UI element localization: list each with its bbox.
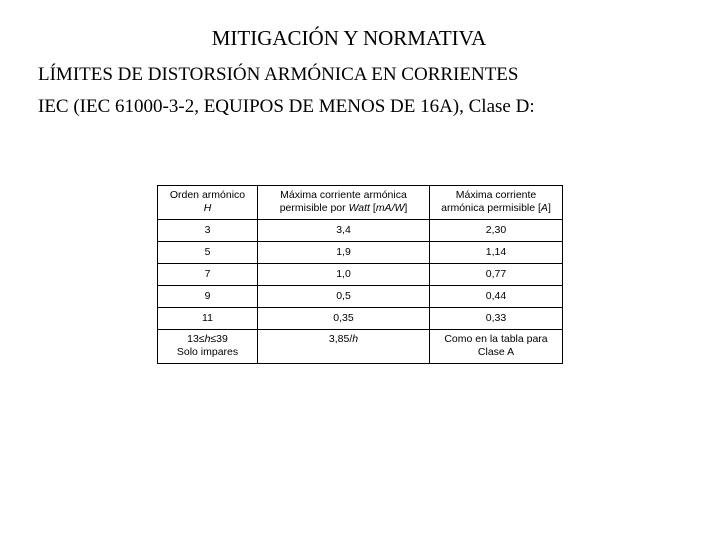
table-row xyxy=(158,242,563,264)
cell-order-range xyxy=(158,330,258,364)
cell-per-watt-formula xyxy=(258,330,430,364)
range-prefix: 13≤ xyxy=(187,333,205,345)
table-row xyxy=(158,264,563,286)
range-odd-only: Solo impares xyxy=(176,346,239,358)
note-line2: Clase A xyxy=(477,346,515,358)
cell-order: 11 xyxy=(158,308,258,330)
header-unit-ma-per-w: mA/W xyxy=(375,202,405,214)
harmonic-limits-table xyxy=(157,185,563,364)
formula-variable: h xyxy=(352,333,359,345)
cell-max-current: 1,14 xyxy=(430,242,563,264)
subtitle-line-2: IEC (IEC 61000-3-2, EQUIPOS DE MENOS DE 16A), Clase D: xyxy=(38,96,535,117)
table-row xyxy=(158,286,563,308)
table-row-odd-range xyxy=(158,330,563,364)
header-unit-open: [ xyxy=(369,202,376,214)
cell-max-current: 0,33 xyxy=(430,308,563,330)
table-row xyxy=(158,220,563,242)
cell-max-current: 0,44 xyxy=(430,286,563,308)
cell-order: 9 xyxy=(158,286,258,308)
header-harmonic-order-label: Orden armónico xyxy=(169,189,246,201)
header-unit-close: ] xyxy=(404,202,408,214)
cell-per-watt: 0,5 xyxy=(258,286,430,308)
cell-order: 3 xyxy=(158,220,258,242)
cell-per-watt: 1,9 xyxy=(258,242,430,264)
header-unit-ampere: A xyxy=(540,202,548,214)
header-max-current-per-watt-line1: Máxima corriente armónica xyxy=(280,189,407,201)
header-max-current-line1: Máxima corriente xyxy=(455,189,537,201)
header-max-current xyxy=(430,186,563,220)
cell-per-watt: 3,4 xyxy=(258,220,430,242)
cell-per-watt: 0,35 xyxy=(258,308,430,330)
cell-max-current-note xyxy=(430,330,563,364)
header-max-current-per-watt xyxy=(258,186,430,220)
range-variable: h xyxy=(204,333,211,345)
header-max-current-per-watt-prefix: permisible por xyxy=(279,202,349,214)
cell-max-current: 0,77 xyxy=(430,264,563,286)
header-harmonic-order-symbol: H xyxy=(203,202,212,214)
header-max-current-line2: armónica permisible [ xyxy=(441,202,541,214)
cell-max-current: 2,30 xyxy=(430,220,563,242)
formula-prefix: 3,85/ xyxy=(328,333,353,345)
page-title: MITIGACIÓN Y NORMATIVA xyxy=(211,26,487,50)
header-watt-word: Watt xyxy=(348,202,370,214)
table-row xyxy=(158,308,563,330)
header-unit-ampere-close: ] xyxy=(547,202,551,214)
range-suffix: ≤39 xyxy=(210,333,228,345)
note-line1: Como en la tabla para xyxy=(444,333,548,345)
cell-order: 7 xyxy=(158,264,258,286)
cell-order: 5 xyxy=(158,242,258,264)
subtitle-line-1: LÍMITES DE DISTORSIÓN ARMÓNICA EN CORRIENTES xyxy=(38,64,519,85)
table-header-row xyxy=(158,186,563,220)
header-harmonic-order xyxy=(158,186,258,220)
cell-per-watt: 1,0 xyxy=(258,264,430,286)
